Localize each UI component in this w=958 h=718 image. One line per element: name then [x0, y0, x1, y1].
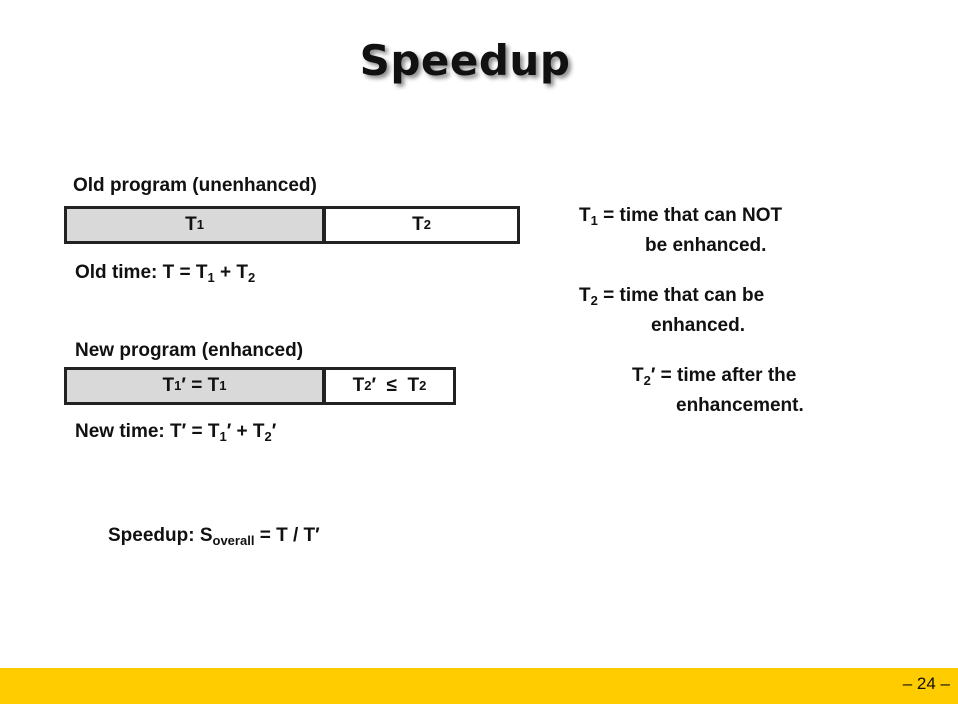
slide-title: Speedup: [359, 36, 571, 85]
definition-t2: $T_2$ = time that can be enhanced.: [579, 285, 765, 336]
footer-bar: [0, 668, 958, 704]
page-number: – 24 –: [902, 674, 950, 693]
old-time-formula: Old time: $T = T_1 + T_2$: [75, 262, 256, 285]
definition-t1: $T_1$ = time that can NOT be enhanced.: [579, 205, 783, 256]
new-t2-segment: T 2 ′ ≤ T 2: [326, 370, 453, 402]
new-program-bar: [64, 367, 456, 405]
new-time-formula: New time: $T' = T_1' + T_2'$: [75, 421, 277, 444]
speedup-formula: Speedup: $S_{overall} = T / T'$: [108, 525, 320, 548]
definition-t2-prime: $T_2'$ = time after the enhancement.: [632, 365, 804, 416]
new-t1-segment: T 1 ′ = T 1: [67, 370, 326, 402]
old-t2-segment: T 2: [326, 209, 517, 241]
new-program-heading: New program (enhanced): [75, 340, 304, 361]
old-program-bar: [64, 206, 520, 244]
old-program-heading: Old program (unenhanced): [73, 175, 317, 196]
old-t1-segment: T 1: [67, 209, 326, 241]
